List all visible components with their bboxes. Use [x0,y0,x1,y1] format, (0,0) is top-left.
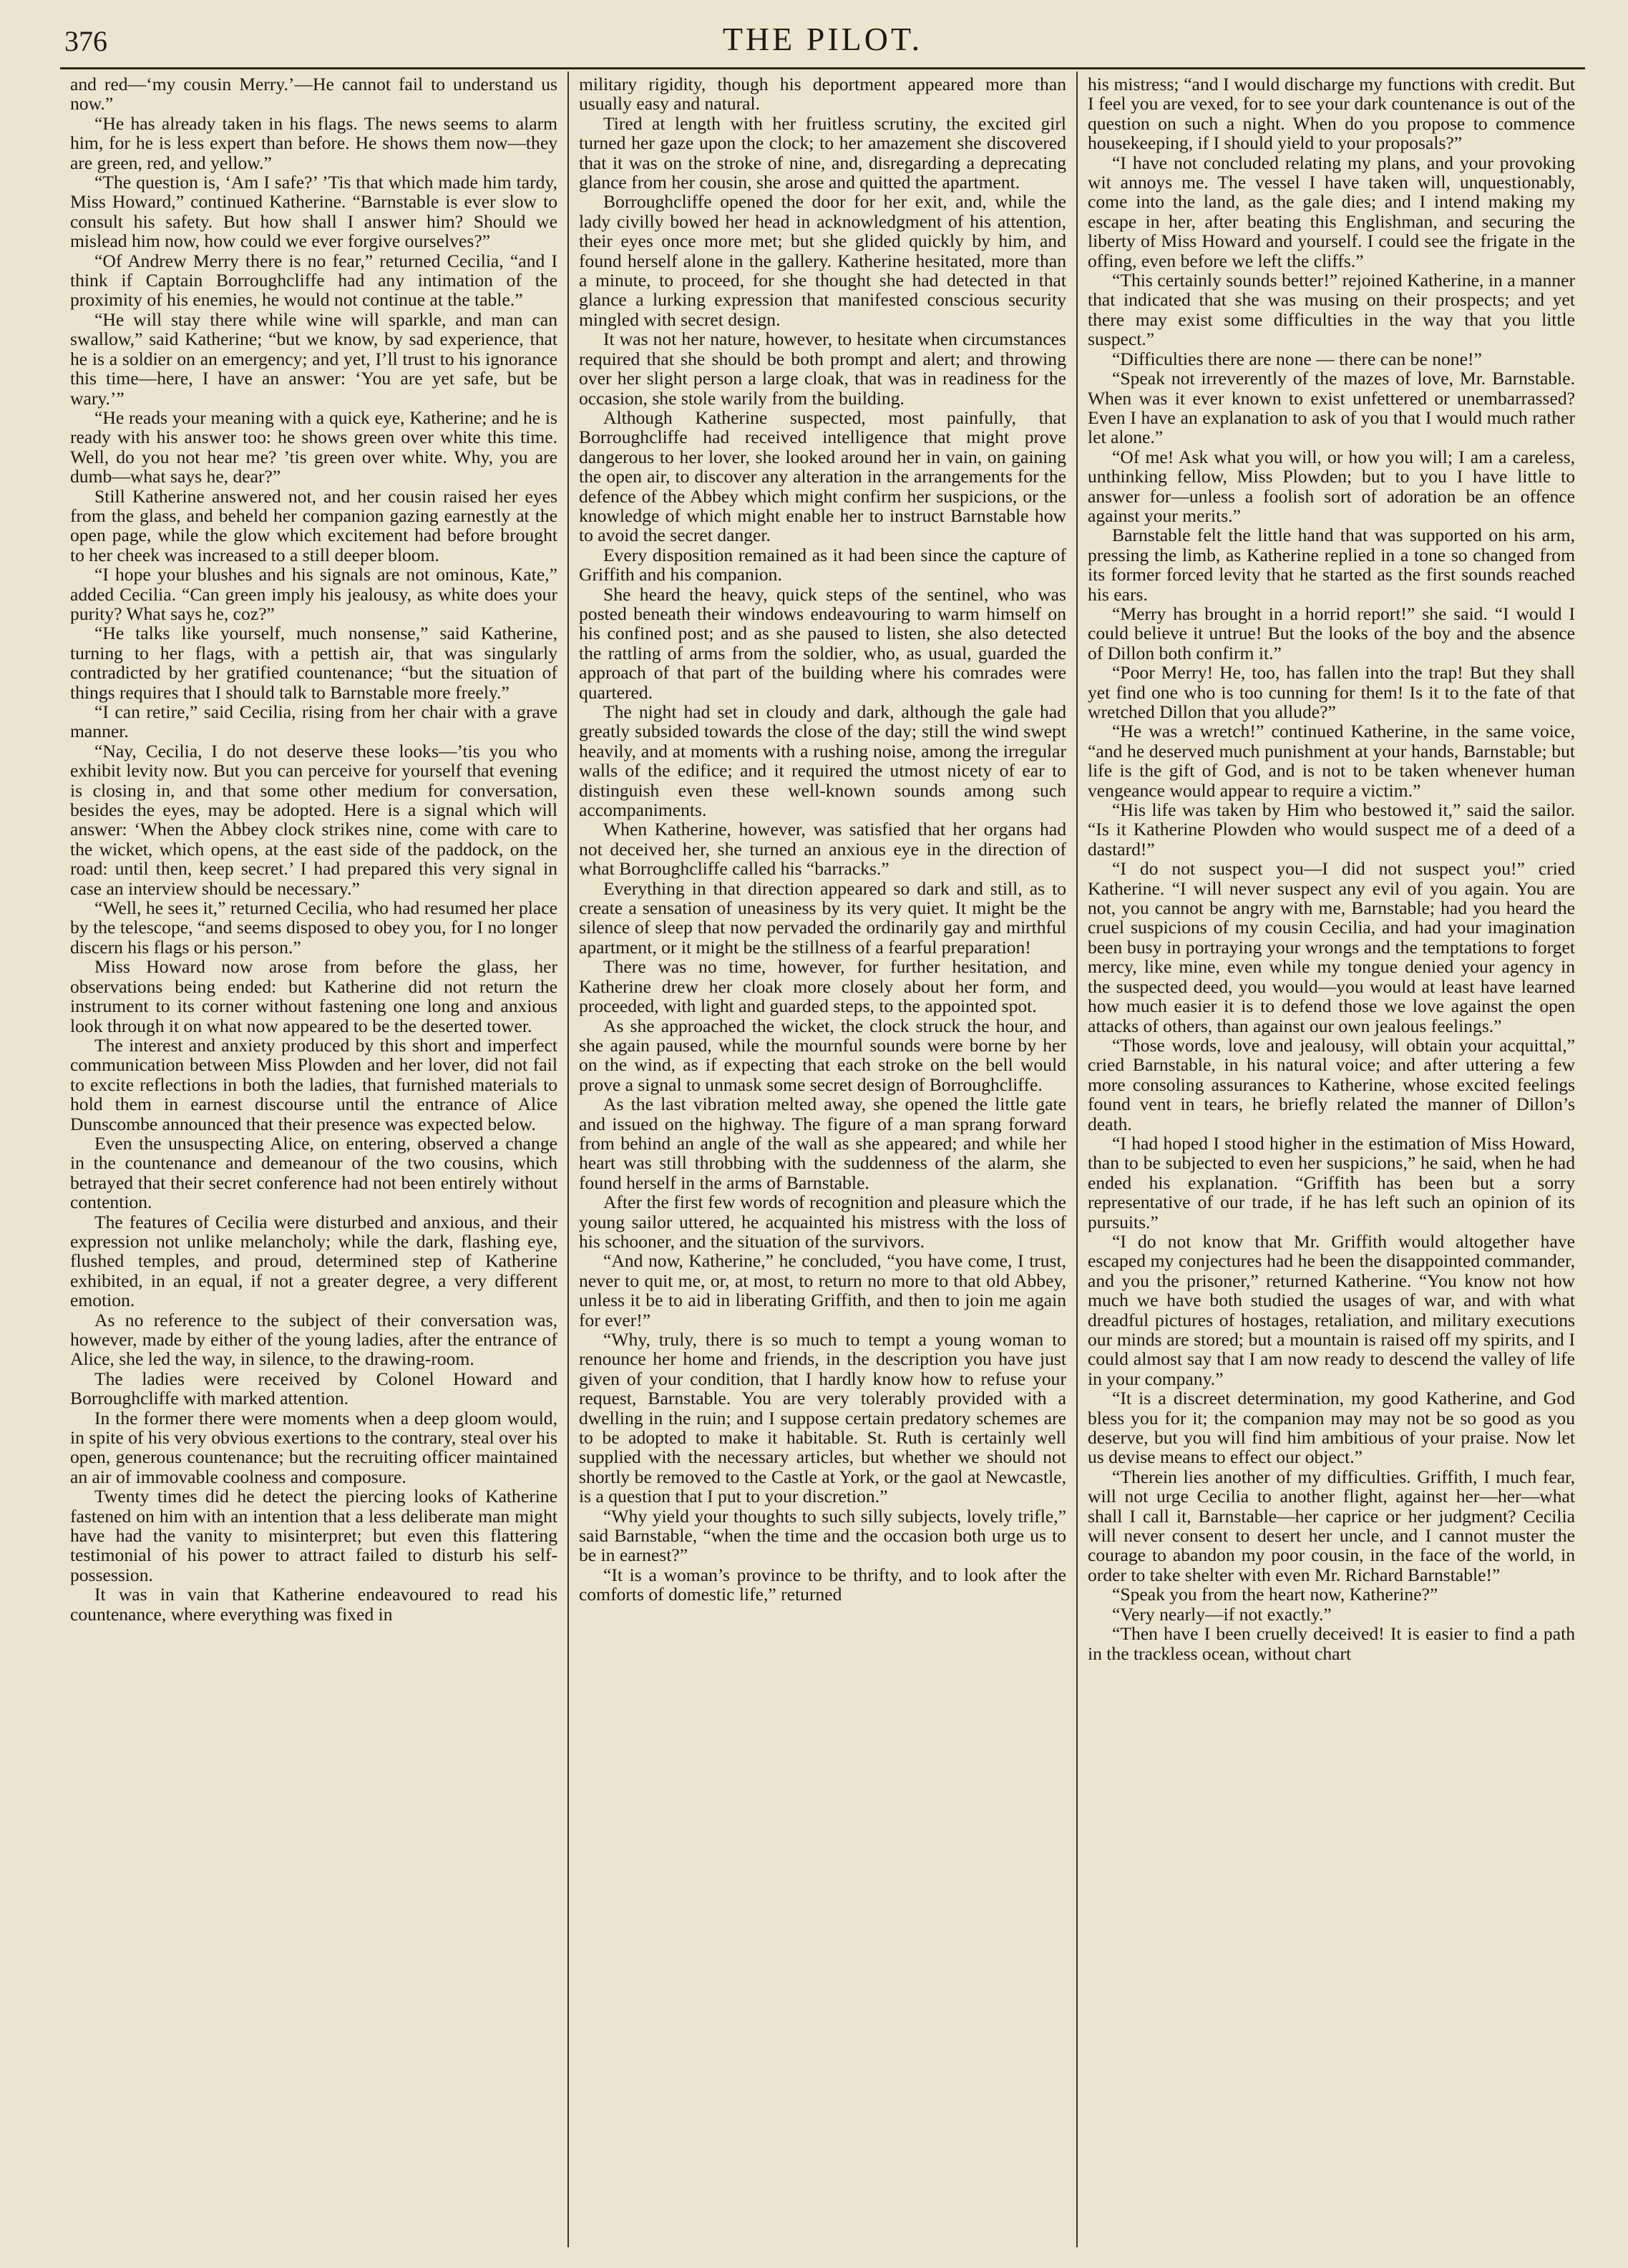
paragraph: When Katherine, however, was satisfied that her organs had not deceived her, she turned an anxious eye in the direction of what Borroughcliffe called his “barracks.” [579,819,1066,880]
paragraph: “Poor Merry! He, too, has fallen into the trap! But they shall yet find one who is too cunning for them! Is it to the fate of that wretched Dillon that you allude?” [1088,662,1575,722]
paragraph: Miss Howard now arose from before the glass, her observations being ended: but Katherine did not return the instrument to its corner without fastening one long and anxious look through it on what now appeared to be the deserted tower. [70,956,557,1036]
paragraph: “I have not concluded relating my plans, and your provoking wit annoys me. The vessel I have taken will, unquestionably, come into the land, as the gale dies; and I intend making my escape in her, after beating this Englishman, and securing the liberty of Miss Howard and yourself. I could see the frigate in the offing, even before we left the cliffs.” [1088,152,1575,271]
paragraph: In the former there were moments when a deep gloom would, in spite of his very obvious exertions to the contrary, steal over his open, generous countenance; but the recruiting officer maintained an air of immovable coolness and composure. [70,1407,557,1487]
paragraph: and red—‘my cousin Merry.’—He cannot fail to understand us now.” [70,74,557,115]
paragraph: As no reference to the subject of their conversation was, however, made by either of the young ladies, after the entrance of Alice, she led the way, in silence, to the drawing-room. [70,1309,557,1370]
paragraph: The interest and anxiety produced by this short and imperfect communication between Miss Plowden and her lover, did not fail to excite reflections in both the ladies, that furnished materials to hold them in earnest discourse until the entrance of Alice Dunscombe announced that their presence was expected below. [70,1034,557,1134]
column-left [60,72,567,2247]
paragraph: “Well, he sees it,” returned Cecilia, who had resumed her place by the telescope, “and seems disposed to obey you, for I no longer discern his flags or his person.” [70,897,557,958]
paragraph: his mistress; “and I would discharge my functions with credit. But I feel you are vexed, for to see your dark countenance is out of the question on such a night. When do you propose to commence housekeeping, if I should yield to your proposals?” [1088,74,1575,154]
paragraph: “Why, truly, there is so much to tempt a young woman to renounce her home and friends, in the description you have just given of your condition, that I hardly know how to refuse your request, Barnstable. You are very tolerably provided with a dwelling in the ruin; and I suppose certain predatory schemes are to be adopted to make it habitable. St. Ruth is certainly well supplied with the necessary articles, but whether we should not shortly be removed to the Castle at York, or the gaol at Newcastle, is a question that I put to your discretion.” [579,1329,1066,1507]
paragraph: “Of me! Ask what you will, or how you will; I am a careless, unthinking fellow, Miss Plowden; but to you I have little to answer for—unless a foolish sort of adoration be an offence against your merits.” [1088,446,1575,526]
paragraph: “The question is, ‘Am I safe?’ ’Tis that which made him tardy, Miss Howard,” continued Katherine. “Barnstable is ever slow to consult his safety. But how shall I answer him? Should we mislead him now, how could we ever forgive ourselves?” [70,172,557,252]
paragraph: She heard the heavy, quick steps of the sentinel, who was posted beneath their windows endeavouring to warm himself on his confined post; and as she paused to listen, she also detected the rattling of arms from the soldier, who, as usual, guarded the approach of that part of the building where his comrades were quartered. [579,583,1066,703]
paragraph: “Of Andrew Merry there is no fear,” returned Cecilia, “and I think if Captain Borroughcliffe had any intimation of the proximity of his enemies, he would not continue at the table.” [70,250,557,311]
paragraph: It was in vain that Katherine endeavoured to read his countenance, where everything was fixed in [70,1584,557,1625]
paragraph: “I can retire,” said Cecilia, rising from her chair with a grave manner. [70,701,557,742]
paragraph: “Speak not irreverently of the mazes of love, Mr. Barnstable. When was it ever known to exist unfettered or unembarrassed? Even I have an explanation to ask of you that I would much rather let alone.” [1088,368,1575,448]
paragraph: The night had set in cloudy and dark, although the gale had greatly subsided towards the close of the day; still the wind swept heavily, and at moments with a rushing noise, among the irregular walls of the edifice; and it required the utmost nicety of ear to distinguish even these well-known sounds among such accompaniments. [579,701,1066,821]
paragraph: “Then have I been cruelly deceived! It is easier to find a path in the trackless ocean, without chart [1088,1623,1575,1664]
paragraph: “It is a discreet determination, my good Katherine, and God bless you for it; the companion may may not be so good as you deserve, but you will find him ambitious of your praise. Now let us devise means to effect our object.” [1088,1388,1575,1468]
paragraph: “Very nearly—if not exactly.” [1112,1603,1332,1625]
paragraph: “Nay, Cecilia, I do not deserve these looks—’tis you who exhibit levity now. But you can perceive for yourself that evening is closing in, and that some other medium for conversation, besides the eyes, may be adopted. Here is a signal which will answer: ‘When the Abbey clock strikes nine, come with care to the wicket, which opens, at the east side of the paddock, on the road: until then, keep secret.’ I had prepared this very signal in case an interview should be necessary.” [70,740,557,899]
paragraph: “I do not suspect you—I did not suspect you!” cried Katherine. “I will never suspect any evil of you again. You are not, you cannot be angry with me, Barnstable; had you heard the cruel suspicions of my cousin Cecilia, and had your imagination been busy in portraying your wrongs and the temptations to forget mercy, like mine, even while my tongue denied your agency in the suspected deed, you would—you would at least have learned how much easier it is to defend those we love against the open attacks of others, than against our own jealous feelings.” [1088,858,1575,1036]
paragraph: Twenty times did he detect the piercing looks of Katherine fastened on him with an intention that a less deliberate man might have had the vanity to misinterpret; but even this flattering testimonial of his power to attract failed to disturb his self-possession. [70,1486,557,1585]
paragraph: “I hope your blushes and his signals are not ominous, Kate,” added Cecilia. “Can green imply his jealousy, as white does your purity? What says he, coz?” [70,564,557,624]
paragraph: There was no time, however, for further hesitation, and Katherine drew her cloak more closely about her form, and proceeded, with light and guarded steps, to the appointed spot. [579,956,1066,1017]
paragraph: “And now, Katherine,” he concluded, “you have come, I trust, never to quit me, or, at most, to return no more to that old Abbey, unless it be to aid in liberating Griffith, and then to join me again for ever!” [579,1250,1066,1330]
page-header [60,0,1585,72]
column-right [1076,72,1585,2247]
paragraph: Barnstable felt the little hand that was supported on his arm, pressing the limb, as Katherine replied in a tone so changed from its former forced levity that he started as the first sounds reached his ears. [1088,525,1575,605]
paragraph: Still Katherine answered not, and her cousin raised her eyes from the glass, and beheld her companion gazing earnestly at the open page, while the glow which excitement had before brought to her cheek was increased to a still deeper bloom. [70,485,557,565]
paragraph: “He has already taken in his flags. The news seems to alarm him, for he is less expert than before. He shows them now—they are green, red, and yellow.” [70,112,557,173]
paragraph: “Those words, love and jealousy, will obtain your acquittal,” cried Barnstable, in his natural voice; and after uttering a few more consoling assurances to Katherine, whose excited feelings found vent in tears, he briefly related the manner of Dillon’s death. [1088,1034,1575,1134]
paragraph: Although Katherine suspected, most painfully, that Borroughcliffe had received intelligence that might prove dangerous to her lover, she looked around her in vain, on gaining the open air, to discover any alteration in the arrangements for the defence of the Abbey which might confirm her suspicions, or the knowledge of which might enable her to instruct Barnstable how to avoid the secret danger. [579,407,1066,546]
paragraph: Every disposition remained as it had been since the capture of Griffith and his companion. [579,544,1066,585]
header-rule [60,67,1585,69]
paragraph: Tired at length with her fruitless scrutiny, the excited girl turned her gaze upon the clock; to her amazement she discovered that it was on the stroke of nine, and, disregarding a deprecating glance from her cousin, she arose and quitted the apartment. [579,112,1066,193]
paragraph: “Difficulties there are none — there can be none!” [1112,348,1482,369]
column-middle [567,72,1076,2247]
paragraph: “It is a woman’s province to be thrifty, and to look after the comforts of domestic life,” returned [579,1564,1066,1605]
paragraph: “He will stay there while wine will sparkle, and man can swallow,” said Katherine; “but we know, by sad experience, that he is a soldier on an emergency; and yet, I’ll trust to his ignorance this time—here, I have an answer: ‘You are yet safe, but be wary.’” [70,308,557,409]
paragraph: As the last vibration melted away, she opened the little gate and issued on the highway. The figure of a man sprang forward from behind an angle of the wall as she appeared; and while her heart was still throbbing with the suddenness of the alarm, she found herself in the arms of Barnstable. [579,1094,1066,1193]
paragraph: It was not her nature, however, to hesitate when circumstances required that she should be both prompt and alert; and throwing over her slight person a large cloak, that was in readiness for the occasion, she stole warily from the building. [579,328,1066,409]
paragraph: The ladies were received by Colonel Howard and Borroughcliffe with marked attention. [70,1368,557,1409]
paragraph: As she approached the wicket, the clock struck the hour, and she again paused, while the mournful sounds were borne by her on the wind, as if expecting that each stroke on the bell would prove a signal to unmask some secret design of Borroughcliffe. [579,1015,1066,1095]
paragraph: Even the unsuspecting Alice, on entering, observed a change in the countenance and demeanour of the two cousins, which betrayed that their secret conference had not been entirely without contention. [70,1132,557,1213]
paragraph: “He was a wretch!” continued Katherine, in the same voice, “and he deserved much punishment at your hands, Barnstable; but life is the gift of God, and is not to be taken whenever human vengeance would appear to require a victim.” [1088,721,1575,801]
paragraph: “This certainly sounds better!” rejoined Katherine, in a manner that indicated that she was musing on their prospects; and yet there may exist some difficulties in the way that you little suspect.” [1088,270,1575,350]
page-number: 376 [64,25,107,57]
paragraph: “Speak you from the heart now, Katherine?” [1112,1584,1438,1605]
paragraph: “His life was taken by Him who bestowed it,” said the sailor. “Is it Katherine Plowden who would suspect me of a deed of a dastard!” [1088,799,1575,860]
running-title: THE PILOT. [722,21,923,57]
paragraph: Everything in that direction appeared so dark and still, as to create a sensation of uneasiness by its very quiet. It might be the silence of sleep that now pervaded the ordinarily gay and mirthful apartment, or it might be the stillness of a fearful preparation! [579,877,1066,958]
paragraph: Borroughcliffe opened the door for her exit, and, while the lady civilly bowed her head in acknowledgment of his attention, their eyes once more met; but she glided quickly by him, and found herself alone in the gallery. Katherine hesitated, more than a minute, to proceed, for she thought she had detected in that glance a lurking expression that manifested conscious security mingled with secret design. [579,191,1066,330]
paragraph: “I do not know that Mr. Griffith would altogether have escaped my conjectures had he been the disappointed commander, and you the prisoner,” returned Katherine. “You know not how much we have both studied the usages of war, and with what dreadful pictures of hostages, retaliation, and military executions our minds are stored; but a mountain is raised off my spirits, and I could almost say that I am now ready to descend the valley of life in your company.” [1088,1230,1575,1389]
paragraph: “Therein lies another of my difficulties. Griffith, I much fear, will not urge Cecilia to another flight, against her—her—what shall I call it, Barnstable—her caprice or her judgment? Cecilia will never consent to desert her uncle, and I cannot muster the courage to abandon my poor cousin, in the face of the world, in order to take shelter with even Mr. Richard Barnstable!” [1088,1466,1575,1585]
paragraph: military rigidity, though his deportment appeared more than usually easy and natural. [579,74,1066,115]
text-columns [60,72,1585,2247]
paragraph: The features of Cecilia were disturbed and anxious, and their expression not unlike melancholy; while the dark, flashing eye, flushed temples, and proud, determined step of Katherine exhibited, in an equal, if not a greater degree, a very different emotion. [70,1211,557,1311]
paragraph: “He reads your meaning with a quick eye, Katherine; and he is ready with his answer too: he shows green over white this time. Well, do you not hear me? ’tis green over white. Why, you are dumb—what says he, dear?” [70,407,557,487]
paragraph: “Why yield your thoughts to such silly subjects, lovely trifle,” said Barnstable, “when the time and the occasion both urge us to be in earnest?” [579,1505,1066,1566]
paragraph: After the first few words of recognition and pleasure which the young sailor uttered, he acquainted his mistress with the loss of his schooner, and the situation of the survivors. [579,1192,1066,1252]
paragraph: “I had hoped I stood higher in the estimation of Miss Howard, than to be subjected to even her suspicions,” he said, when he had ended his explanation. “Griffith has been but a sorry representative of our trade, if he has left such an opinion of its pursuits.” [1088,1132,1575,1232]
paragraph: “Merry has brought in a horrid report!” she said. “I would I could believe it untrue! But the looks of the boy and the absence of Dillon both confirm it.” [1088,603,1575,663]
paragraph: “He talks like yourself, much nonsense,” said Katherine, turning to her flags, with a pettish air, that was singularly contradicted by her gratified countenance; “but the situation of things requires that I should talk to Barnstable more freely.” [70,623,557,703]
